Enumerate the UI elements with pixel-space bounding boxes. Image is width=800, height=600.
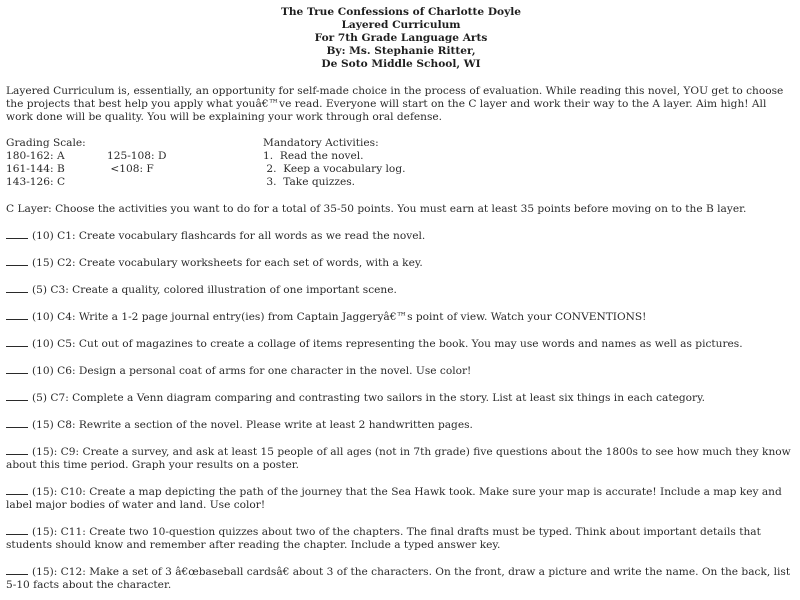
mandatory-label: Mandatory Activities: bbox=[263, 137, 379, 149]
grade-b: 161-144: B bbox=[6, 163, 65, 175]
activity-c7 bbox=[6, 391, 796, 405]
mandatory-activities bbox=[263, 137, 405, 189]
document-subtitle: Layered Curriculum bbox=[341, 19, 461, 31]
activity-c2 bbox=[6, 256, 796, 270]
grading-scale-label: Grading Scale: bbox=[6, 137, 86, 149]
activity-text: (15): C9: Create a survey, and ask at least 15 people of all ages (not in 7th grade) five questions about the 1800s to see how much they know about this time period. Graph your results on a poster. bbox=[6, 446, 791, 471]
grading-scale-lower bbox=[107, 150, 166, 176]
checkbox-blank bbox=[6, 364, 28, 374]
checkbox-blank bbox=[6, 310, 28, 320]
activity-c9 bbox=[6, 445, 796, 472]
grade-f: <108: F bbox=[107, 163, 154, 175]
activity-c5 bbox=[6, 337, 796, 351]
activity-c6 bbox=[6, 364, 796, 378]
mandatory-item: 3. Take quizzes. bbox=[263, 176, 356, 188]
intro-paragraph: Layered Curriculum is, essentially, an opportunity for self-made choice in the process of evaluation. While reading this novel, YOU get to choose the projects that best help you apply what youâ€™ve read. Everyone will start on the C layer and work their way to the A layer. Aim high! All work done will be quality. You will be explaining your work through oral defense. bbox=[6, 85, 784, 123]
mandatory-item: 2. Keep a vocabulary log. bbox=[263, 163, 406, 175]
activity-text: (10) C4: Write a 1-2 page journal entry(ies) from Captain Jaggeryâ€™s point of view. Watch your CONVENTIONS! bbox=[32, 311, 647, 323]
grading-and-mandatory bbox=[6, 137, 796, 189]
grade-d: 125-108: D bbox=[107, 150, 167, 162]
checkbox-blank bbox=[6, 485, 28, 495]
grading-scale bbox=[6, 137, 86, 189]
grade-a: 180-162: A bbox=[6, 150, 65, 162]
checkbox-blank bbox=[6, 256, 28, 266]
activity-text: (5) C3: Create a quality, colored illustration of one important scene. bbox=[32, 284, 397, 296]
activity-text: (15): C12: Make a set of 3 â€œbaseball cardsâ€ about 3 of the characters. On the front, draw a picture and write the name. On the back, list 5-10 facts about the character. bbox=[6, 566, 791, 591]
c-layer-intro: C Layer: Choose the activities you want to do for a total of 35-50 points. You must earn at least 35 points before moving on to the B layer. bbox=[6, 203, 747, 215]
checkbox-blank bbox=[6, 525, 28, 535]
grade-c: 143-126: C bbox=[6, 176, 66, 188]
document-page bbox=[6, 0, 796, 592]
title-block bbox=[6, 6, 796, 71]
activity-c3 bbox=[6, 283, 796, 297]
activity-c1 bbox=[6, 229, 796, 243]
checkbox-blank bbox=[6, 445, 28, 455]
activity-c10 bbox=[6, 485, 796, 512]
activity-text: (10) C6: Design a personal coat of arms for one character in the novel. Use color! bbox=[32, 365, 472, 377]
grade-level: For 7th Grade Language Arts bbox=[314, 32, 488, 44]
activity-text: (15): C11: Create two 10-question quizzes about two of the chapters. The final drafts must be typed. Think about important details that students should know and remember after reading the chapter. Include a typed answer key. bbox=[6, 526, 761, 551]
activity-text: (15) C2: Create vocabulary worksheets for each set of words, with a key. bbox=[32, 257, 423, 269]
activity-text: (15) C8: Rewrite a section of the novel. Please write at least 2 handwritten pages. bbox=[32, 419, 473, 431]
mandatory-item: 1. Read the novel. bbox=[263, 150, 364, 162]
checkbox-blank bbox=[6, 391, 28, 401]
checkbox-blank bbox=[6, 283, 28, 293]
checkbox-blank bbox=[6, 229, 28, 239]
activity-c12 bbox=[6, 565, 796, 592]
author-line: By: Ms. Stephanie Ritter, bbox=[326, 45, 476, 57]
activity-text: (15): C10: Create a map depicting the path of the journey that the Sea Hawk took. Make sure your map is accurate! Include a map key and label major bodies of water and land. Use color! bbox=[6, 486, 782, 511]
document-title: The True Confessions of Charlotte Doyle bbox=[280, 6, 522, 18]
activity-text: (5) C7: Complete a Venn diagram comparing and contrasting two sailors in the story. List at least six things in each category. bbox=[32, 392, 706, 404]
school-line: De Soto Middle School, WI bbox=[321, 58, 481, 70]
activity-c11 bbox=[6, 525, 796, 552]
checkbox-blank bbox=[6, 337, 28, 347]
activity-c8 bbox=[6, 418, 796, 432]
activity-text: (10) C5: Cut out of magazines to create a collage of items representing the book. You may use words and names as well as pictures. bbox=[32, 338, 743, 350]
checkbox-blank bbox=[6, 565, 28, 575]
activity-text: (10) C1: Create vocabulary flashcards for all words as we read the novel. bbox=[32, 230, 426, 242]
activity-c4 bbox=[6, 310, 796, 324]
checkbox-blank bbox=[6, 418, 28, 428]
